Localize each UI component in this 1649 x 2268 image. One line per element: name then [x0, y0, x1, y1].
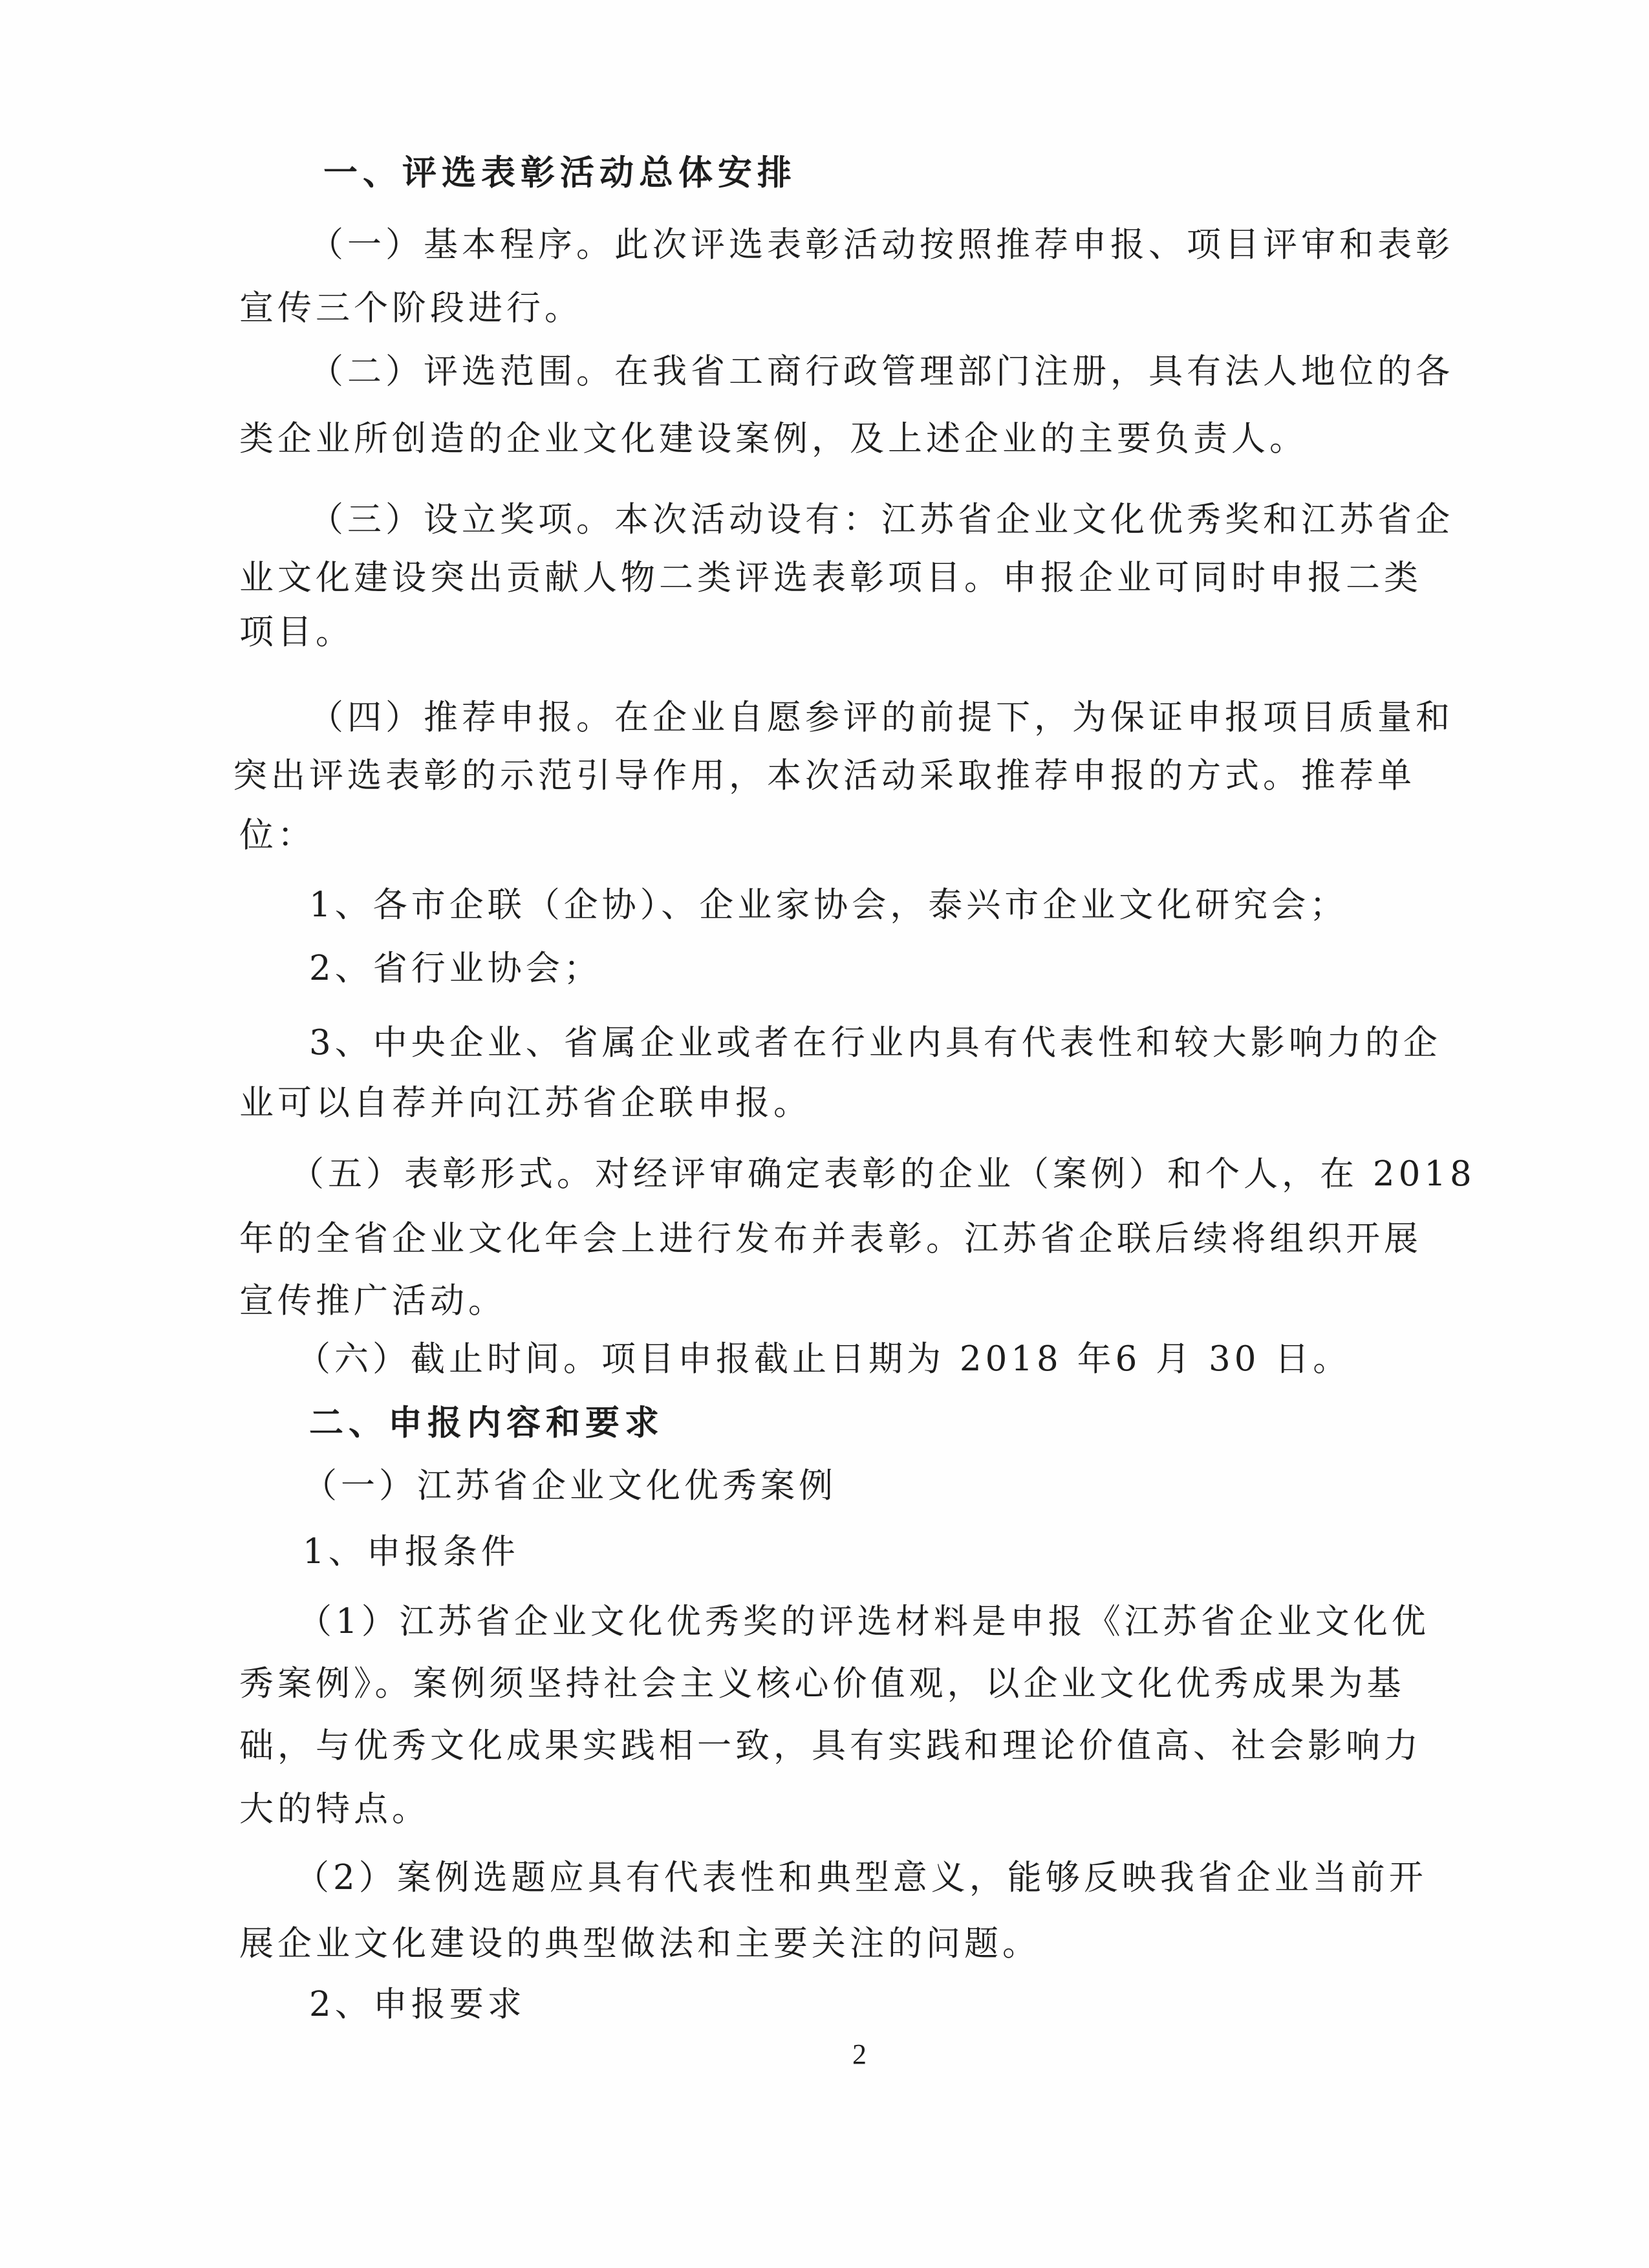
section-heading-2: 二、申报内容和要求: [309, 1403, 664, 1443]
list-item: 1、申报条件: [303, 1532, 519, 1571]
paragraph-line: （一）基本程序。此次评选表彰活动按照推荐申报、项目评审和表彰: [309, 225, 1454, 265]
paragraph-line: （2）案例选题应具有代表性和典型意义，能够反映我省企业当前开: [295, 1858, 1427, 1897]
subsection-heading: （一）江苏省企业文化优秀案例: [303, 1466, 837, 1506]
paragraph-line: 宣传推广活动。: [239, 1281, 506, 1321]
list-item: 3、中央企业、省属企业或者在行业内具有代表性和较大影响力的企: [309, 1023, 1441, 1063]
paragraph-line: 宣传三个阶段进行。: [239, 288, 583, 328]
section-heading-1: 一、评选表彰活动总体安排: [323, 153, 797, 193]
list-item: 1、各市企联（企协）、企业家协会，泰兴市企业文化研究会；: [309, 885, 1348, 925]
paragraph-line: 业文化建设突出贡献人物二类评选表彰项目。申报企业可同时申报二类: [239, 558, 1422, 598]
list-item: 2、申报要求: [309, 1985, 526, 2024]
list-item: 2、省行业协会；: [309, 949, 602, 988]
paragraph-line: 突出评选表彰的示范引导作用，本次活动采取推荐申报的方式。推荐单: [233, 756, 1416, 795]
paragraph-line: 年的全省企业文化年会上进行发布并表彰。江苏省企联后续将组织开展: [239, 1219, 1422, 1258]
list-item: 业可以自荐并向江苏省企联申报。: [239, 1083, 812, 1123]
page-number: 2: [852, 2038, 867, 2070]
paragraph-line: （1）江苏省企业文化优秀奖的评选材料是申报《江苏省企业文化优: [297, 1602, 1430, 1641]
paragraph-line: （五）表彰形式。对经评审确定表彰的企业（案例）和个人，在 2018: [290, 1154, 1476, 1194]
paragraph-line: 位：: [239, 815, 316, 855]
paragraph-line: 类企业所创造的企业文化建设案例，及上述企业的主要负责人。: [239, 419, 1308, 459]
paragraph-line: （二）评选范围。在我省工商行政管理部门注册，具有法人地位的各: [309, 352, 1454, 391]
paragraph-line: （四）推荐申报。在企业自愿参评的前提下，为保证申报项目质量和: [309, 698, 1454, 737]
paragraph-line: 大的特点。: [239, 1789, 430, 1829]
paragraph-line: 秀案例》。案例须坚持社会主义核心价值观，以企业文化优秀成果为基: [239, 1664, 1405, 1703]
paragraph-line: 展企业文化建设的典型做法和主要关注的问题。: [239, 1924, 1040, 1963]
paragraph-line: （三）设立奖项。本次活动设有：江苏省企业文化优秀奖和江苏省企: [309, 500, 1454, 539]
paragraph-line: （六）截止时间。项目申报截止日期为 2018 年6 月 30 日。: [296, 1339, 1352, 1379]
paragraph-line: 项目。: [239, 612, 354, 652]
paragraph-line: 础，与优秀文化成果实践相一致，具有实践和理论价值高、社会影响力: [239, 1726, 1422, 1766]
